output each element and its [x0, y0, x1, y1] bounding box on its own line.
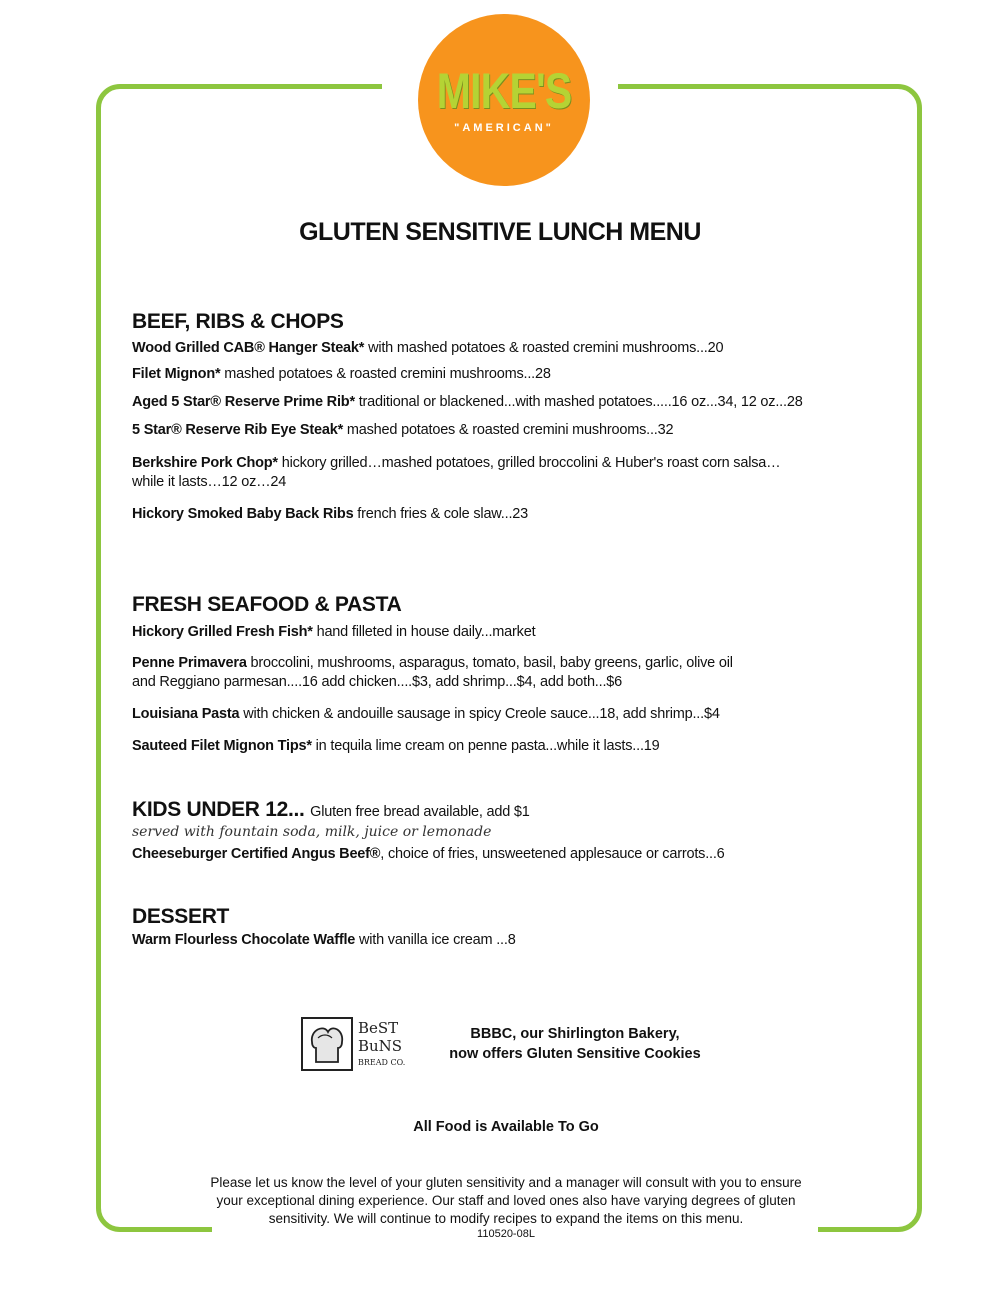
item-desc: hickory grilled…mashed potatoes, grilled broccolini & Huber's roast corn salsa…	[277, 455, 781, 471]
menu-item	[132, 505, 852, 524]
mikes-logo	[418, 14, 590, 186]
section-heading-beef: BEEF, RIBS & CHOPS	[132, 310, 344, 333]
menu-item	[132, 931, 852, 950]
item-desc: with vanilla ice cream ...8	[355, 932, 516, 948]
menu-item	[132, 845, 852, 864]
page-title: GLUTEN SENSITIVE LUNCH MENU	[299, 218, 701, 246]
item-desc: french fries & cole slaw...23	[353, 506, 528, 522]
menu-item	[132, 393, 852, 412]
bakery-logo-line1: BeST	[358, 1019, 399, 1037]
bakery-line2: now offers Gluten Sensitive Cookies	[449, 1046, 701, 1062]
item-name: Sauteed Filet Mignon Tips*	[132, 738, 312, 754]
item-desc-cont: while it lasts…12 oz…24	[132, 474, 287, 490]
menu-item	[132, 654, 852, 692]
bakery-line1: BBBC, our Shirlington Bakery,	[470, 1026, 680, 1042]
item-desc: hand filleted in house daily...market	[312, 624, 536, 640]
menu-item	[132, 705, 852, 724]
menu-item	[132, 339, 852, 358]
gluten-disclaimer	[196, 1174, 816, 1228]
item-desc: broccolini, mushrooms, asparagus, tomato, basil, baby greens, garlic, olive oil	[246, 655, 733, 671]
menu-item	[132, 421, 852, 440]
item-desc: in tequila lime cream on penne pasta...while it lasts...19	[311, 738, 660, 754]
footer-line3: sensitivity. We will continue to modify recipes to expand the items on this menu.	[268, 1211, 744, 1226]
section-heading-dessert: DESSERT	[132, 905, 230, 928]
item-name: Wood Grilled CAB® Hanger Steak*	[132, 340, 365, 356]
footer-line2: your exceptional dining experience. Our staff and loved ones also have varying degrees of gluten	[216, 1193, 796, 1208]
logo-subtitle: "AMERICAN"	[454, 122, 554, 134]
item-name: Louisiana Pasta	[132, 706, 240, 722]
item-desc: traditional or blackened...with mashed potatoes.....16 oz...34, 12 oz...28	[354, 394, 803, 410]
item-desc: with mashed potatoes & roasted cremini mushrooms...20	[364, 340, 724, 356]
menu-item	[132, 623, 852, 642]
kids-heading-text: KIDS UNDER 12...	[132, 798, 305, 821]
item-desc: , choice of fries, unsweetened applesauce or carrots...6	[380, 846, 725, 862]
menu-item	[132, 454, 852, 492]
item-name: Warm Flourless Chocolate Waffle	[132, 932, 356, 948]
logo-name: MIKE'S	[436, 63, 572, 119]
item-name: 5 Star® Reserve Rib Eye Steak*	[132, 422, 344, 438]
item-name: Aged 5 Star® Reserve Prime Rib*	[132, 394, 355, 410]
item-desc: mashed potatoes & roasted cremini mushrooms...28	[220, 366, 551, 382]
item-name: Penne Primavera	[132, 655, 247, 671]
item-name: Berkshire Pork Chop*	[132, 455, 278, 471]
bakery-logo-line3: BREAD CO.	[358, 1058, 406, 1067]
menu-item	[132, 737, 852, 756]
item-name: Hickory Grilled Fresh Fish*	[132, 624, 313, 640]
kids-note: Gluten free bread available, add $1	[310, 804, 530, 820]
menu-code: 110520-08L	[477, 1228, 535, 1240]
item-name: Hickory Smoked Baby Back Ribs	[132, 506, 354, 522]
footer-line1: Please let us know the level of your gluten sensitivity and a manager will consult with you to ensure	[210, 1175, 802, 1190]
section-heading-seafood: FRESH SEAFOOD & PASTA	[132, 593, 402, 616]
item-desc-cont: and Reggiano parmesan....16 add chicken....$3, add shrimp...$4, add both...$6	[132, 674, 623, 690]
bakery-notice	[420, 1024, 730, 1064]
item-name: Cheeseburger Certified Angus Beef®	[132, 846, 381, 862]
item-desc: with chicken & andouille sausage in spicy Creole sauce...18, add shrimp...$4	[239, 706, 720, 722]
item-name: Filet Mignon*	[132, 366, 221, 382]
menu-item	[132, 365, 852, 384]
bakery-logo-line2: BuNS	[358, 1037, 403, 1055]
best-buns-logo	[300, 1016, 412, 1072]
section-heading-kids	[132, 798, 530, 822]
to-go-notice: All Food is Available To Go	[413, 1119, 599, 1135]
kids-drinks-note: served with fountain soda, milk, juice or lemonade	[132, 824, 492, 840]
item-desc: mashed potatoes & roasted cremini mushrooms...32	[343, 422, 674, 438]
